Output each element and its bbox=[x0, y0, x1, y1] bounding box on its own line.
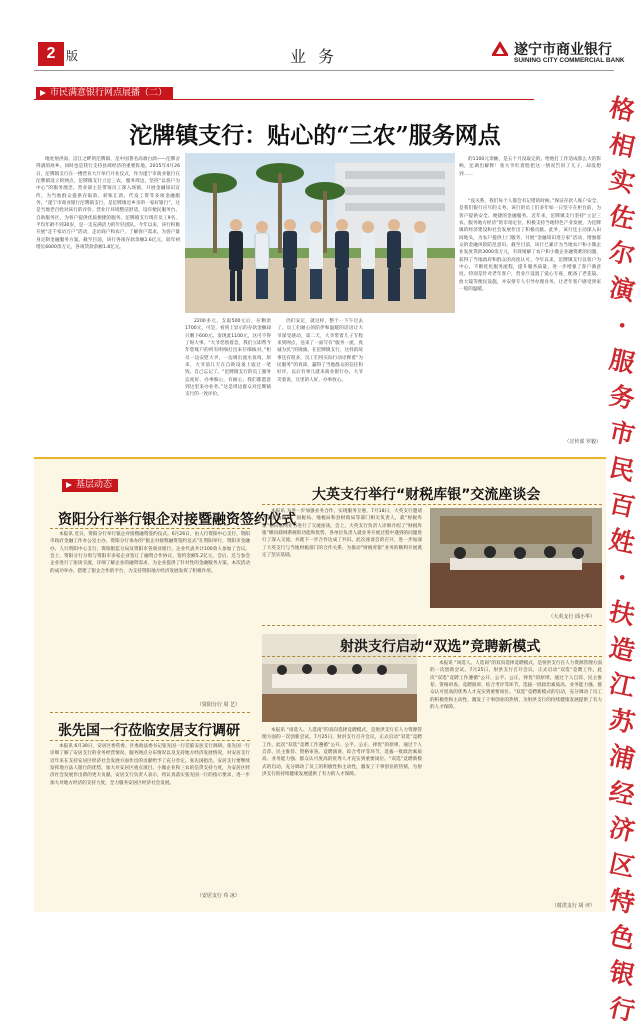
calligraphy-char: 苏 bbox=[606, 704, 638, 739]
bank-logo-icon bbox=[490, 38, 510, 58]
article-2-signature: （安居支行 苟 冰） bbox=[196, 893, 240, 899]
page-number-badge: 2 bbox=[38, 42, 64, 66]
main-article-col3: 仍们安定，就这样，整个一下午过去了。员工们耐心的陪伴和温暖的话语让大爷深受感动，第二天，大爷带着儿子专程来到网点，送来了一面写有“服务一流，真诚为民”的锦旗。在沱牌镇支行，这样的故事还有很多，员工们用实际行动诠释着“为民服务”的真谛，赢得了当地群众的信任和好评。以后有事儿就来商业银行办。大爷笑着说，这里的人好，办事放心。 bbox=[277, 319, 363, 383]
calligraphy-char: 色 bbox=[606, 920, 638, 955]
main-signature: （宣传部 罗毅） bbox=[564, 439, 601, 445]
main-article-col4a: 的1100元余额，是五个月没取完的。给他打工作适成那么大的影响，还调出解释！张大爷红着脸把这一情况告诉了儿子，却没想到…… bbox=[459, 157, 601, 177]
section-title: 业务 bbox=[290, 47, 347, 66]
article-1-body: 本报讯 近日，资阳分行举行银企对接暨融资签约仪式。6月26日，由人行资阳中心支行、资阳市政府金融工作办公室主办，资阳分行承办的“银企对接暨融资签约仪式”在资阳举行，资阳市金融办、人行资阳中心支行、资阳银监分局及资阳市各商业银行、企业代表共计100余人参加了会议。会上，资阳分行分别与资阳市多家企业签订了融资合作协议，签约金额5.2亿元，会后，还与参会企业进行了座谈交流，详细了解企业的融资需求，为企业提供了针对性的金融服务方案。本次活动的成功举办，搭建了银企合作的平台，为支持资阳地方经济发展发挥了积极作用。 bbox=[50, 532, 250, 574]
article-3-body: 本报讯 为进一步加强业务合作，实现服务互惠，7月18日，大英支行邀请大英县地税局、国税局、地税局和县财政局等部门相关负责人，就“财税库银”横向联网业务进行了交流座谈。会上，大英支行负责人详细介绍了“财税库银”横向联网系统的功能和优势，各单位负责人就业务开展过程中遇到的问题进行了深入交流，并就下一步合作达成了共识。此次座谈会的召开，进一步加深了大英支行与当地财税部门的合作关系，为推动“财税库银”业务的顺利开展奠定了坚实基础。 bbox=[262, 509, 422, 559]
calligraphy-char: 服 bbox=[606, 344, 638, 379]
article-3-photo bbox=[430, 508, 602, 608]
calligraphy-banner bbox=[604, 92, 640, 1027]
bank-name-en: SUINING CITY COMMERCIAL BANK bbox=[514, 57, 625, 64]
staff-photo bbox=[185, 153, 455, 313]
calligraphy-char: 实 bbox=[606, 164, 638, 199]
article-1-signature: （资阳分行 周 艺） bbox=[196, 702, 240, 708]
dynamics-tag: 基层动态 bbox=[62, 479, 118, 492]
article-3-signature: （大英支行 邱小华） bbox=[548, 614, 595, 620]
article-1-rule bbox=[50, 528, 250, 529]
main-article-col2: 2200多元，支取500元后，应剩余1700元，可是，看到上显示的存款金额却只剩下600元。发现此1100元，这可不得了呀大事。“大爷您别着急，我们立即帮今年您账户的所有明细打出来仔细核对。”柜员一边安慰大爷，一边调出流水查询。原来，大爷前几天在自助设备上取过一笔钱，自己忘记了。“沱牌镇支行的员工服务态度好，办事细心，有耐心，我们都愿意到这里来办业务。”这是周边群众对沱牌镇支行的一致评价。 bbox=[185, 319, 271, 398]
calligraphy-char: 务 bbox=[606, 380, 638, 415]
series-tag: 市民满意银行网点展播（二） bbox=[36, 87, 173, 100]
calligraphy-char: 银 bbox=[606, 956, 638, 991]
article-3-title: 大英支行举行“财税库银”交流座谈会 bbox=[312, 487, 541, 503]
calligraphy-char: · bbox=[614, 562, 630, 593]
calligraphy-char: 经 bbox=[606, 776, 638, 811]
calligraphy-char: 佐 bbox=[606, 200, 638, 235]
article-2-body: 本报讯 6月30日，安居区委常委、区委政法委书记张先国一行莅临安居支行调研。张先国一行详细了解了安居支行的业务经营情况、服务网点分布情况以及支持地方经济发展情况，对安居支行近年来在支持安居区经济社会发展方面作出的贡献给予了充分肯定。张先国指出，安居支行要继续发挥地方法人银行的优势，加大对安居区重点项目、小微企业和三农的信贷支持力度，为安居区经济社会发展作出新的更大贡献。安居支行负责人表示，将认真落实张先国一行的指示要求，进一步加大对地方经济的支持力度，全力服务安居区经济社会发展。 bbox=[50, 744, 250, 786]
calligraphy-char: · bbox=[614, 310, 630, 341]
calligraphy-char: 浦 bbox=[606, 740, 638, 775]
calligraphy-char: 行 bbox=[606, 992, 638, 1027]
article-4-signature: （射洪支行 胡 评） bbox=[551, 903, 595, 909]
calligraphy-char: 相 bbox=[606, 128, 638, 163]
article-4-body-right: 本报讯 “岗选人、人选岗”的双向选择竞聘模式，是射洪支行在人力资源管理方面的一次创新尝试。7月25日，射洪支行召开会议，正式启动“双选”竞聘工作。此次“双选”竞聘工作遵循“公开、公平、公正、择优”的原则，通过个人自荐、民主推荐、资格审查、竞聘演讲、综合考评等环节，选拔一批政治素质高、业务能力强、群众认可度高的优秀人才充实到重要岗位。“双选”竞聘新模式的启动，充分调动了员工的积极性和主动性，激发了干事创业的热情，为射洪支行的持续健康发展提供了有力的人才保障。 bbox=[430, 661, 602, 711]
page-unit-label: 版 bbox=[66, 49, 79, 63]
article-2-rule bbox=[50, 740, 250, 741]
calligraphy-char: 区 bbox=[606, 848, 638, 883]
calligraphy-char: 市 bbox=[606, 416, 638, 451]
calligraphy-char: 扶 bbox=[606, 596, 638, 631]
article-4-body-left: 本报讯 “岗选人、人选岗”的双向选择竞聘模式，是射洪支行在人力资源管理方面的一次创新尝试。7月25日，射洪支行召开会议，正式启动“双选”竞聘工作。此次“双选”竞聘工作遵循“公开、公平、公正、择优”的原则，通过个人自荐、民主推荐、资格审查、竞聘演讲、综合考评等环节，选拔一批政治素质高、业务能力强、群众认可度高的优秀人才充实到重要岗位。“双选”竞聘新模式的启动，充分调动了员工的积极性和主动性，激发了干事创业的热情，为射洪支行的持续健康发展提供了有力的人才保障。 bbox=[262, 728, 422, 778]
calligraphy-char: 演 bbox=[606, 272, 638, 307]
calligraphy-char: 百 bbox=[606, 488, 638, 523]
article-3-divider bbox=[262, 625, 602, 626]
header-divider bbox=[34, 70, 614, 71]
main-article-col4b: “没关系，我们每个人都会有记错的时候。”保证存款人账户安全，是我们银行应尽的义务。该行的员工们多年如一日坚守在柜台前，为客户提供安全、便捷的金融服务。近年来，沱牌镇支行坚持“立足三农，服务地方经济”的市场定位，积极支持当地特色产业发展，为沱牌镇的经济建设和社会发展作出了积极贡献。此外，该行还主动深入田间地头，为农户提供上门服务，开展“金融知识进万家”活动，增强群众的金融风险防范意识。截至目前，该行已累计为当地农户和小微企业发放贷款3000余万元，有效缓解了农户和小微企业融资难的问题，获得了当地政府和群众的高度认可。今年以来，沱牌镇支行以客户为中心，不断优化服务流程，提升服务质量，进一步增强了客户满意度。特别是针对老年客户，营业厅设置了爱心专座，配备了老花镜、放大镜等便民设施，并安排专人引导办理业务，让老年客户感受到家一般的温暖。 bbox=[459, 199, 601, 293]
article-3-rule bbox=[262, 504, 602, 505]
dynamics-panel-border bbox=[34, 457, 606, 459]
calligraphy-char: 尔 bbox=[606, 236, 638, 271]
bank-name-cn: 遂宁市商业银行 bbox=[514, 42, 612, 58]
calligraphy-char: 格 bbox=[606, 92, 638, 127]
article-4-title: 射洪支行启动“双选”竞聘新模式 bbox=[340, 639, 541, 655]
calligraphy-char: 特 bbox=[606, 884, 638, 919]
article-2-title: 张先国一行莅临安居支行调研 bbox=[58, 723, 240, 739]
article-4-rule bbox=[262, 656, 602, 657]
calligraphy-char: 民 bbox=[606, 452, 638, 487]
main-headline: 沱牌镇支行：贴心的“三农”服务网点 bbox=[129, 122, 501, 149]
calligraphy-char: 济 bbox=[606, 812, 638, 847]
calligraphy-char: 江 bbox=[606, 668, 638, 703]
main-article-col1: 地处射洪南、涪江之畔的沱牌镇，是中国著名高端白酒——沱牌舍得酒的故乡。同时也是我行支持县域经济的重要阵地。2015年4月26日，沱牌镇支行在一楼营业大厅举行开业仪式，作为遂宁市商业银行在沱牌镇设立的网点，沱牌镇支行立足三农，服务周边，坚持“以客户为中心”的服务理念。营业部主任带领员工深入场镇，开展金融知识宣传，为当地群众提供存取款、转账汇款、代发工资等多项金融服务，“遂宁市商业银行沱牌镇支行，是沱牌镇近乡亲的一家好银行”，这是当地老百姓对该行的评价。营业厅环境整洁舒适，设有便民服务台、自助服务区，为客户提供优质便捷的服务。沱牌镇支行现有员工9名，平均年龄不到30岁，是一支充满活力的年轻团队。今年以来，该行积极开展“走千家访万户”活动，走访商户和农户，了解客户需求，为客户量身定制金融服务方案。截至目前，该行各项存款余额2.6亿元，较年初增长6000余万元，各项贷款余额1.8亿元。 bbox=[36, 157, 180, 251]
calligraphy-char: 姓 bbox=[606, 524, 638, 559]
article-1-title: 资阳分行举行银企对接暨融资签约仪式 bbox=[58, 512, 296, 528]
calligraphy-char: 造 bbox=[606, 632, 638, 667]
article-divider bbox=[50, 712, 250, 713]
